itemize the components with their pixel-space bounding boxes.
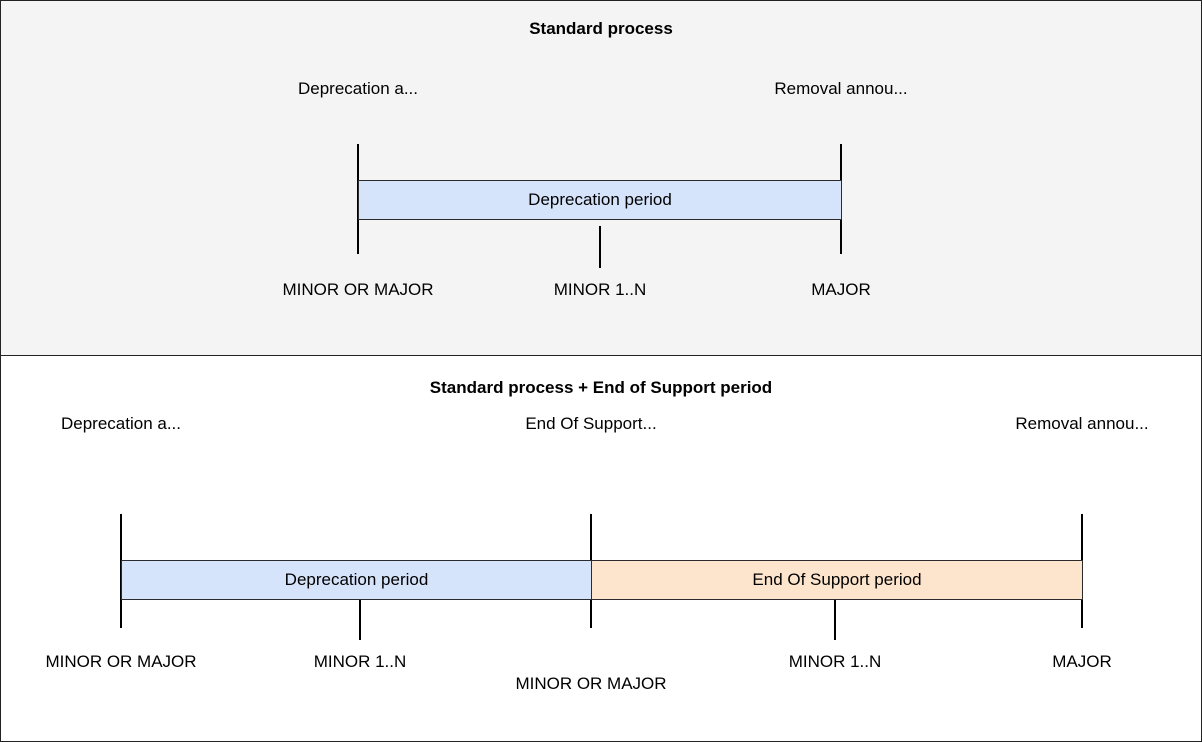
tick-label-minor-1-n-1: MINOR 1..N	[313, 652, 407, 671]
event-label-removal-announced: Removal annou...	[1015, 414, 1149, 433]
panel-title: Standard process + End of Support period	[429, 378, 773, 397]
timeline-marker-line-minor-1	[359, 596, 361, 640]
bar-end-of-support-period: End Of Support period	[591, 560, 1083, 600]
panel-standard-process-end-of-support	[1, 356, 1201, 741]
tick-label-major: MAJOR	[811, 280, 871, 299]
bar-deprecation-period: Deprecation period	[121, 560, 592, 600]
event-label-end-of-support: End Of Support...	[525, 414, 657, 433]
tick-label-minor-or-major: MINOR OR MAJOR	[282, 280, 434, 299]
tick-label-major: MAJOR	[1052, 652, 1112, 671]
panel-title: Standard process	[529, 19, 673, 38]
event-label-deprecation-announced: Deprecation a...	[297, 79, 419, 98]
tick-label-minor-or-major-2: MINOR OR MAJOR	[515, 674, 667, 693]
timeline-marker-line-minor-2	[834, 596, 836, 640]
timeline-marker-line-middle	[599, 226, 601, 268]
tick-label-minor-1-n: MINOR 1..N	[553, 280, 647, 299]
event-label-deprecation-announced: Deprecation a...	[60, 414, 182, 433]
tick-label-minor-1-n-2: MINOR 1..N	[788, 652, 882, 671]
panel-standard-process	[1, 1, 1201, 356]
tick-label-minor-or-major-1: MINOR OR MAJOR	[45, 652, 197, 671]
event-label-removal-announced: Removal annou...	[774, 79, 908, 98]
bar-deprecation-period: Deprecation period	[358, 180, 842, 220]
